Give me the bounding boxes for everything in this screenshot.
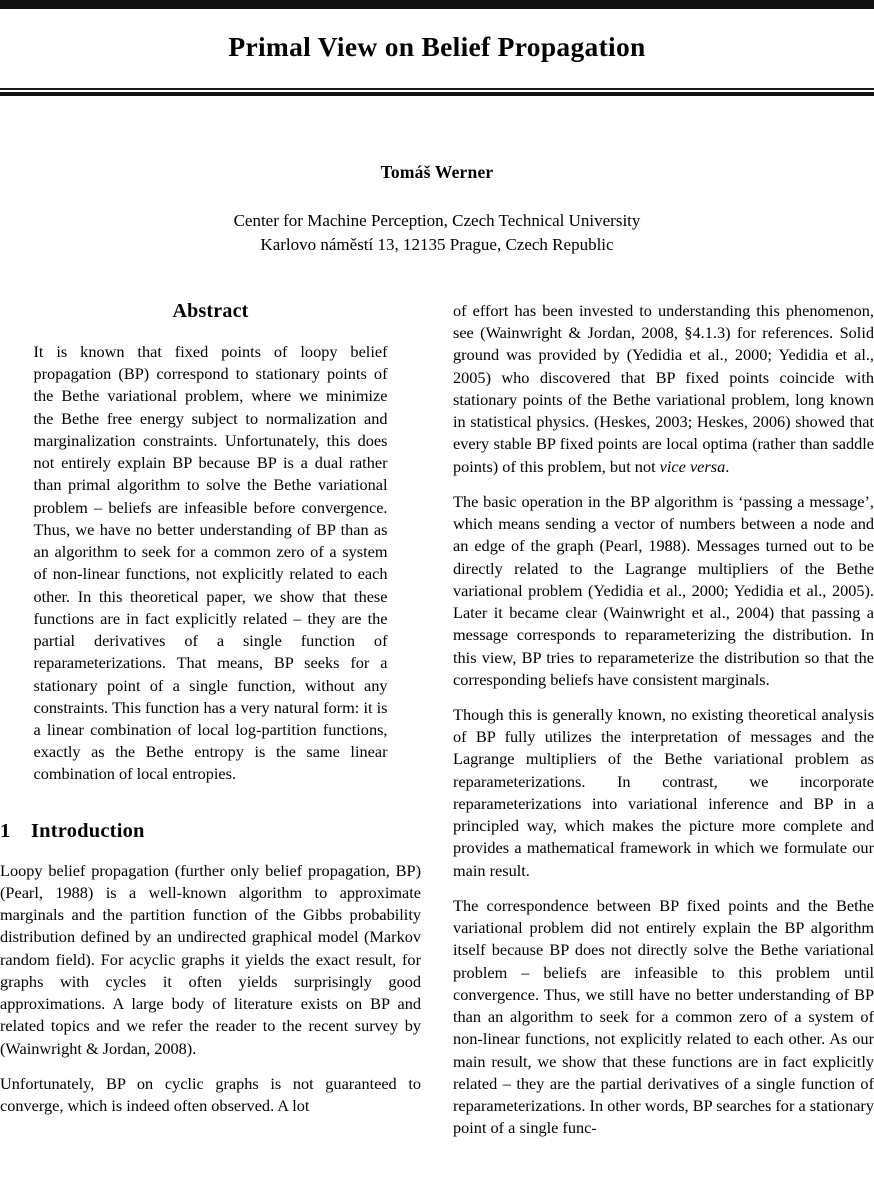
- emphasis-trailing-period: .: [725, 456, 730, 476]
- paragraph-intro-4: Though this is generally known, no existing theoretical analysis of BP fully utilizes the interpretation of messages and the Lagrange multipliers of the Bethe variational problem as reparameterizations. In contrast, we incorporate reparameterizations into variational inference and BP in a principled way, which makes the picture more complete and provides a mathematical framework in which we formulate our main result.: [453, 704, 874, 880]
- masthead-top-rule: [0, 0, 874, 9]
- paragraph-intro-2-right-part: [453, 300, 874, 478]
- abstract-text: It is known that fixed points of loopy belief propagation (BP) correspond to stationary points of the Bethe variational problem, where we minimize the Bethe free energy subject to normalization and marginalization constraints. Unfortunately, this does not entirely explain BP because BP is a dual rather than primal algorithm to solve the Bethe variational problem – beliefs are infeasible before convergence. Thus, we have no better understanding of BP than as an algorithm to seek for a common zero of a system of non-linear functions, not explicitly related to each other. In this theoretical paper, we show that these functions are in fact explicitly related – they are the partial derivatives of a single function of reparameterizations. That means, BP seeks for a stationary point of a single function, without any constraints. This function has a very natural form: it is a linear combination of local log-partition functions, exactly as the Bethe entropy is the same linear combination of local entropies.: [33, 342, 388, 784]
- paragraph-intro-2-continuation: of effort has been invested to understanding this phenomenon, see (Wainwright & Jordan, 2008, §4.1.3) for references. Solid ground was provided by (Yedidia et al., 2000; Yedidia et al., 2005) who discovered that BP fixed points coincide with stationary points of the Bethe variational problem, long known in statistical physics. (Heskes, 2003; Heskes, 2006) showed that every stable BP fixed points are local optima (rather than saddle points) of this problem, but not: [453, 301, 874, 476]
- section-heading-introduction: [0, 820, 421, 843]
- abstract-block: [34, 300, 388, 786]
- paragraph-intro-2-left-part: Unfortunately, BP on cyclic graphs is not guaranteed to converge, which is indeed often observed. A lot: [0, 1073, 421, 1116]
- emphasis-vice-versa: vice versa: [659, 456, 726, 476]
- page-title: Primal View on Belief Propagation: [228, 31, 646, 62]
- paragraph-intro-5: The correspondence between BP fixed points and the Bethe variational problem did not entirely explain the BP algorithm itself because BP does not directly solve the Bethe variational problem – beliefs are infeasible to this problem until convergence. Thus, we still have no better understanding of BP than an algorithm to seek for a common zero of a system of non-linear functions, not explicitly related to each other. As our main result, we show that these functions are in fact explicitly related – they are the partial derivatives of a single function of reparameterizations. In other words, BP searches for a stationary point of a single func-: [453, 895, 874, 1138]
- author-name: Tomáš Werner: [380, 162, 494, 182]
- column-left: [0, 300, 421, 1117]
- affiliation-line-1: Center for Machine Perception, Czech Technical University: [233, 211, 641, 230]
- section-title: Introduction: [31, 819, 145, 842]
- affiliation-line-2: Karlovo náměstí 13, 12135 Prague, Czech Republic: [260, 235, 614, 255]
- masthead-double-rule: [0, 88, 874, 96]
- paragraph-intro-1: Loopy belief propagation (further only belief propagation, BP) (Pearl, 1988) is a well-known algorithm to approximate marginals and the partition function of the Gibbs probability distribution defined by an undirected graphical model (Markov random field). For acyclic graphs it yields the exact result, for graphs with cycles it often yields surprisingly good approximations. A large body of literature exists on BP and related topics and we refer the reader to the recent survey by (Wainwright & Jordan, 2008).: [0, 860, 421, 1058]
- abstract-heading: Abstract: [172, 300, 249, 322]
- paragraph-intro-3: The basic operation in the BP algorithm is ‘passing a message’, which means sending a vector of numbers between a node and an edge of the graph (Pearl, 1988). Messages turned out to be directly related to the Lagrange multipliers of the Bethe variational problem (Yedidia et al., 2000; Yedidia et al., 2005). Later it became clear (Wainwright et al., 2004) that passing a message corresponds to reparameterizing the distribution. In this view, BP tries to reparameterize the distribution so that the corresponding beliefs have consistent marginals.: [453, 491, 874, 689]
- rule-thick-line: [0, 92, 874, 96]
- author-affiliation: [0, 209, 874, 257]
- author-block: [0, 162, 874, 257]
- section-number: 1: [0, 819, 11, 842]
- column-right: [453, 300, 874, 1139]
